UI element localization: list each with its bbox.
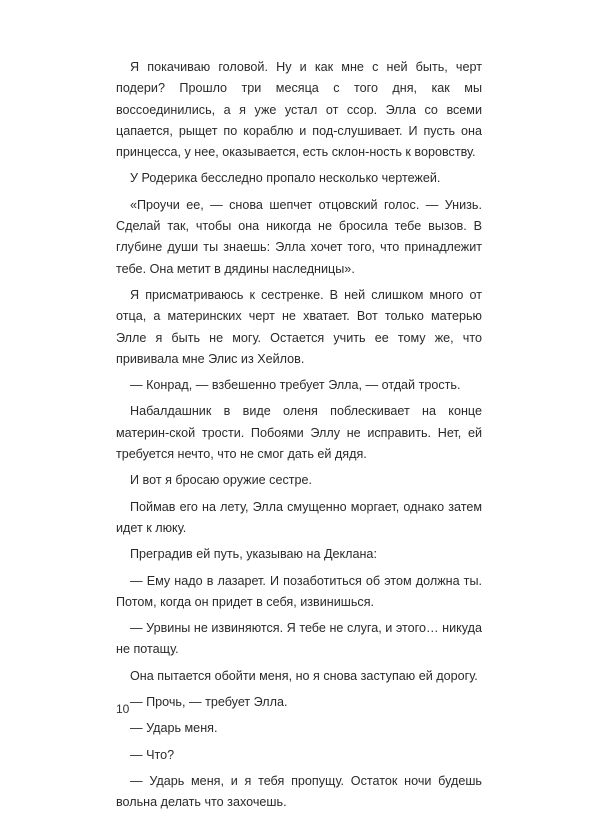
body-text [116, 57, 482, 819]
paragraph: — Прочь, — требует Элла. [130, 695, 288, 710]
paragraph: Я присматриваюсь к сестренке. В ней слишком много от отца, а материнских черт не хватает. Вот только матерью Элле я быть не могу. Остается учить ее тому же, что прививала мне Элис из Хейлов. [116, 287, 482, 366]
paragraph: Преградив ей путь, указываю на Деклана: [130, 547, 377, 562]
paragraph: У Родерика бесследно пропало несколько чертежей. [130, 171, 441, 186]
paragraph: — Ударь меня. [130, 721, 218, 736]
paragraph: «Проучи ее, — снова шепчет отцовский голос. — Унизь. Сделай так, чтобы она никогда не бросила тебе вызов. В глубине души ты знаешь: Элла хочет того, что принадлежит тебе. Она метит в дядины наследницы». [116, 197, 482, 276]
page-number: 10 [116, 702, 130, 716]
paragraph: — Что? [130, 747, 175, 762]
paragraph: Я покачиваю головой. Ну и как мне с ней быть, черт подери? Прошло три месяца с того дня, как мы воссоединились, а я уже устал от ссор. Элла со всеми цапается, рыщет по кораблю и под-слушивает. И пусть она принцесса, у нее, оказывается, есть склон-ность к воровству. [116, 60, 482, 160]
paragraph: Она пытается обойти меня, но я снова заступаю ей дорогу. [130, 668, 478, 683]
paragraph: — Урвины не извиняются. Я тебе не слуга, и этого… никуда не потащу. [116, 621, 482, 657]
paragraph: Набалдашник в виде оленя поблескивает на конце материн-ской трости. Побоями Эллу не исправить. Нет, ей требуется нечто, что не смог дать ей дядя. [116, 404, 482, 462]
paragraph: И вот я бросаю оружие сестре. [130, 473, 313, 488]
paragraph: — Конрад, — взбешенно требует Элла, — отдай трость. [130, 378, 461, 393]
paragraph: Поймав его на лету, Элла смущенно моргает, однако затем идет к люку. [116, 499, 482, 535]
paragraph: — Ударь меня, и я тебя пропущу. Остаток ночи будешь вольна делать что захочешь. [116, 773, 482, 810]
paragraph: — Ему надо в лазарет. И позаботиться об этом должна ты. Потом, когда он придет в себя, извинишься. [116, 573, 482, 609]
